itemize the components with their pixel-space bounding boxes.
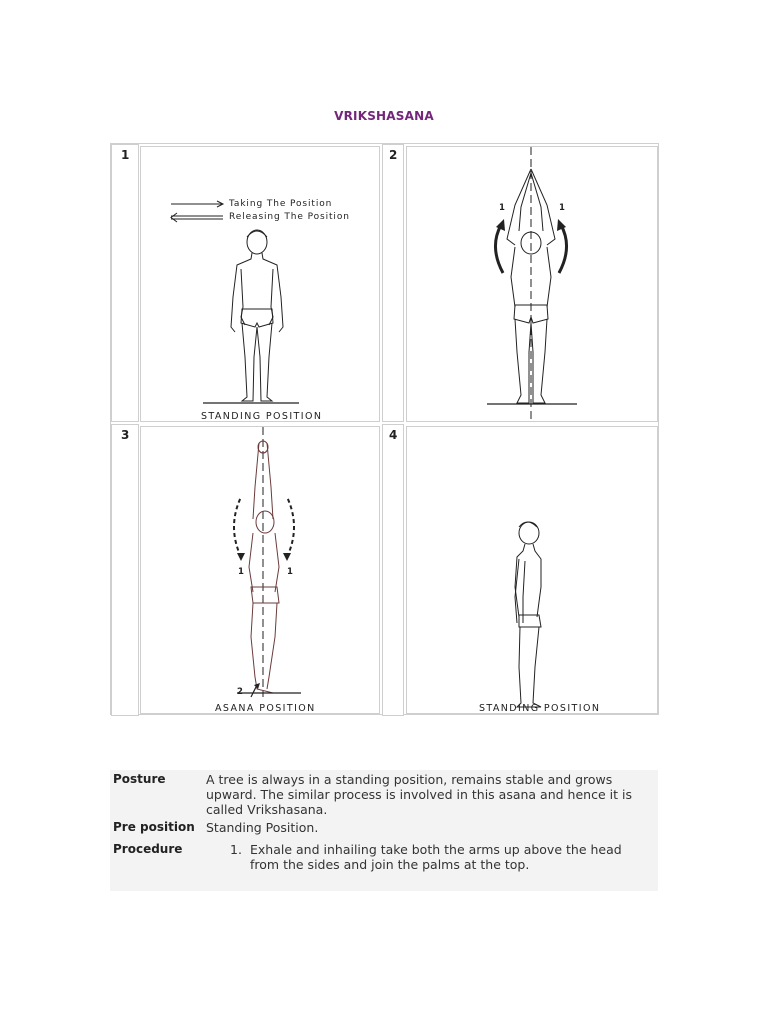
panel-3-caption: ASANA POSITION	[215, 703, 316, 714]
procedure-label: Procedure	[113, 842, 183, 856]
panel-1-illustration	[140, 146, 380, 422]
illustration-grid	[110, 143, 659, 715]
preposition-label: Pre position	[113, 820, 195, 834]
asana-info-table	[110, 770, 658, 891]
panel-3-number: 3	[121, 428, 130, 442]
panel-3-arrow-label-left: 1	[238, 567, 244, 577]
panel-4-number-cell	[382, 424, 404, 716]
taking-position-note: Taking The Position	[229, 199, 333, 209]
panel-3-heel-label: 2	[237, 687, 243, 697]
panel-2-arrow-label-left: 1	[499, 203, 505, 213]
panel-3-arrow-label-right: 1	[287, 567, 293, 577]
procedure-step	[206, 842, 646, 872]
panel-1-caption: STANDING POSITION	[201, 411, 323, 422]
preposition-text: Standing Position.	[206, 820, 319, 835]
panel-3-number-cell	[111, 424, 139, 716]
standing-side-figure	[407, 427, 658, 714]
procedure-steps	[206, 842, 646, 872]
procedure-step-text: Exhale and inhailing take both the arms up above the head from the sides and join the palms at the top.	[250, 842, 622, 872]
procedure-step-number: 1.	[230, 842, 242, 857]
page-title: VRIKSHASANA	[334, 109, 434, 123]
posture-label: Posture	[113, 772, 166, 786]
panel-2-illustration	[406, 146, 658, 422]
panel-4-illustration	[406, 426, 658, 714]
panel-2-number-cell	[382, 144, 404, 422]
standing-front-figure	[141, 147, 380, 422]
arms-raised-figure	[407, 147, 658, 422]
posture-text: A tree is always in a standing position, remains stable and grows upward. The similar process is involved in this asana and hence it is called Vrikshasana.	[206, 772, 632, 817]
panel-2-arrow-label-right: 1	[559, 203, 565, 213]
panel-4-caption: STANDING POSITION	[479, 703, 601, 714]
asana-side-figure	[141, 427, 380, 714]
panel-1-number: 1	[121, 148, 130, 162]
panel-4-number: 4	[389, 428, 398, 442]
panel-2-number: 2	[389, 148, 398, 162]
panel-3-illustration	[140, 426, 380, 714]
panel-1-number-cell	[111, 144, 139, 422]
releasing-position-note: Releasing The Position	[229, 212, 350, 222]
